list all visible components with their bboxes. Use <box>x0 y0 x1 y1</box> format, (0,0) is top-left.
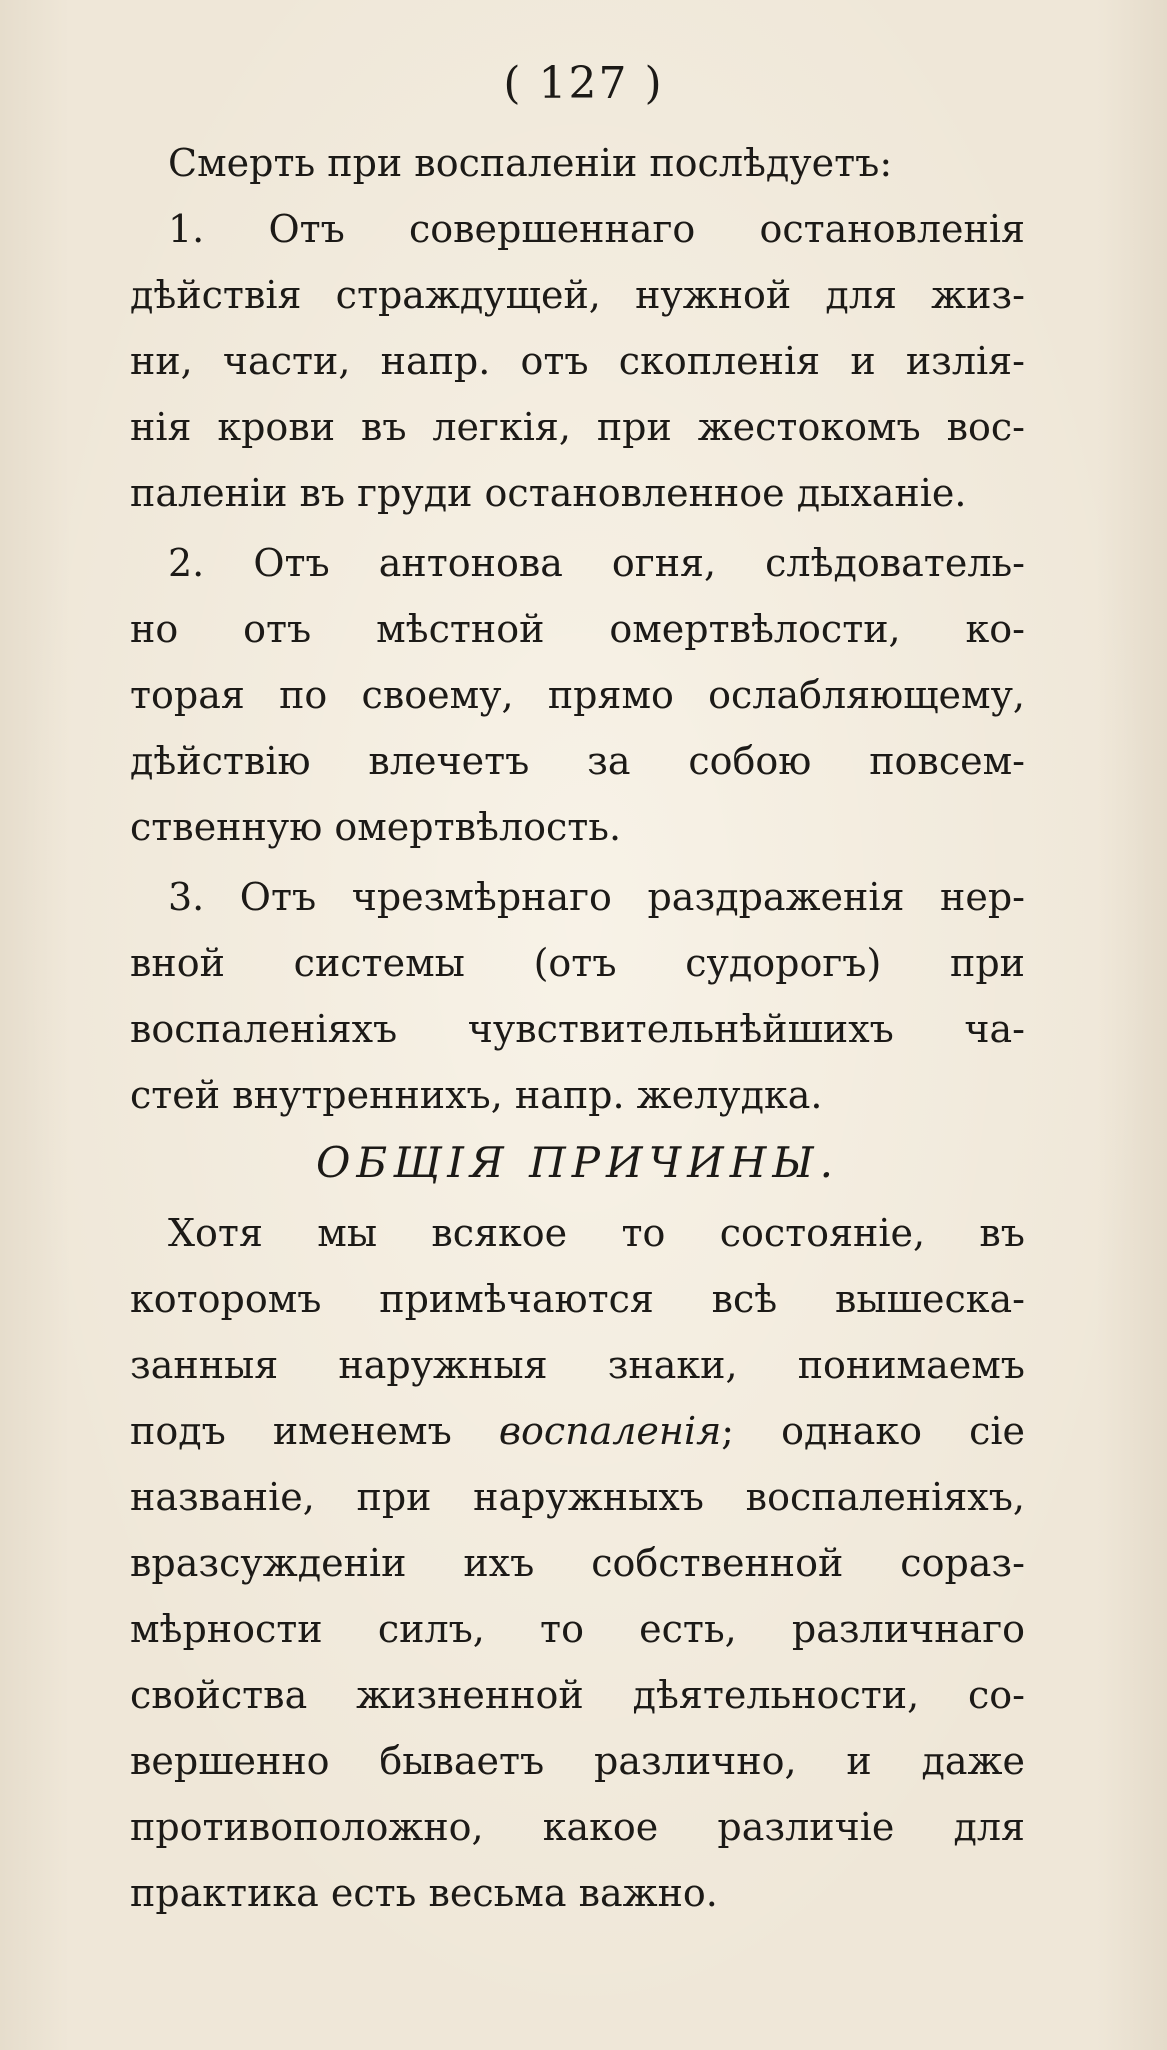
text-line: занныя наружныя знаки, понимаемъ <box>130 1343 1025 1387</box>
text-line: противоположно, какое различіе для <box>130 1805 1025 1849</box>
text-line: ственную омертвѣлость. <box>130 805 622 849</box>
text-line: 1. Отъ совершеннаго остановленія <box>168 207 1025 251</box>
text-line: Смерть при воспаленіи послѣдуетъ: <box>168 141 893 185</box>
text-line: вразсужденіи ихъ собственной сораз- <box>130 1541 1025 1585</box>
text-line: но отъ мѣстной омертвѣлости, ко- <box>130 607 1025 651</box>
text-line: 3. Отъ чрезмѣрнаго раздраженія нер- <box>168 875 1025 919</box>
text-run: ; однако сіе <box>721 1409 1025 1453</box>
text-line: воспаленіяхъ чувствительнѣйшихъ ча- <box>130 1007 1025 1051</box>
text-line: торая по своему, прямо ослабляющему, <box>130 673 1025 717</box>
text-line: нія крови въ легкія, при жестокомъ вос- <box>130 405 1025 449</box>
text-line: 2. Отъ антонова огня, слѣдователь- <box>168 541 1025 585</box>
text-line: названіе, при наружныхъ воспаленіяхъ, <box>130 1475 1025 1519</box>
text-line: которомъ примѣчаются всѣ вышеска- <box>130 1277 1025 1321</box>
text-line: ни, части, напр. отъ скопленія и излія- <box>130 339 1025 383</box>
text-line-with-emphasis <box>130 1398 1025 1464</box>
text-line: паленіи въ груди остановленное дыханіе. <box>130 471 967 515</box>
page-number: ( 127 ) <box>503 58 664 109</box>
text-line: дѣйствію влечетъ за собою повсем- <box>130 739 1025 783</box>
section-heading: ОБЩІЯ ПРИЧИНЫ. <box>316 1138 839 1187</box>
text-line: свойства жизненной дѣятельности, со- <box>130 1673 1025 1717</box>
emphasized-term: воспаленія <box>498 1409 722 1453</box>
text-line: Хотя мы всякое то состояніе, въ <box>168 1211 1025 1255</box>
text-line: мѣрности силъ, то есть, различнаго <box>130 1607 1025 1651</box>
text-run: подъ именемъ <box>130 1409 499 1453</box>
text-line: дѣйствія страждущей, нужной для жиз- <box>130 273 1025 317</box>
text-line: практика есть весьма важно. <box>130 1871 718 1915</box>
text-line: вершенно бываетъ различно, и даже <box>130 1739 1025 1783</box>
text-line: вной системы (отъ судорогъ) при <box>130 941 1025 985</box>
text-line: стей внутреннихъ, напр. желудка. <box>130 1073 823 1117</box>
